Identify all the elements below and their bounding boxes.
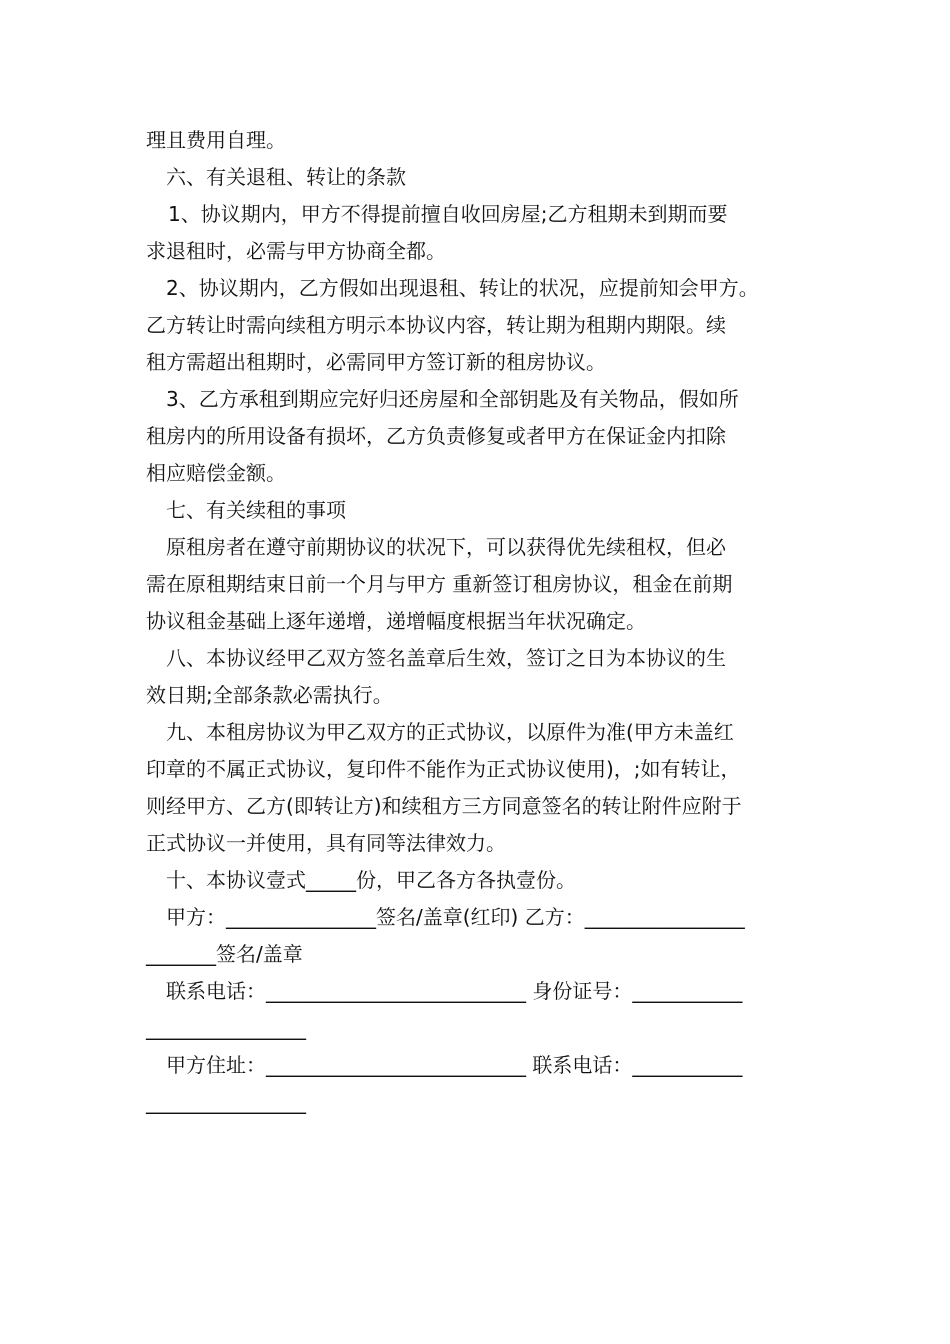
text-line: 则经甲方、乙方(即转让方)和续租方三方同意签名的转让附件应附于 bbox=[146, 794, 742, 818]
address-line: 甲方住址：__________________________ 联系电话：___________ bbox=[166, 1053, 743, 1077]
address-line: ________________ bbox=[146, 1090, 306, 1114]
text-line: 1、协议期内，甲方不得提前擅自收回房屋;乙方租期未到期而要 bbox=[168, 202, 728, 226]
text-line: 乙方转让时需向续租方明示本协议内容，转让期为租期内期限。续 bbox=[146, 313, 726, 337]
section-heading: 九、本租房协议为甲乙双方的正式协议，以原件为准(甲方未盖红 bbox=[166, 720, 734, 744]
text-line: 原租房者在遵守前期协议的状况下，可以获得优先续租权，但必 bbox=[166, 535, 726, 559]
contact-line: 联系电话：__________________________ 身份证号：___________ bbox=[166, 979, 743, 1003]
contract-text bbox=[146, 122, 826, 1121]
section-heading: 八、本协议经甲乙双方签名盖章后生效，签订之日为本协议的生 bbox=[166, 646, 726, 670]
text-line: 需在原租期结束日前一个月与甲方 重新签订租房协议，租金在前期 bbox=[146, 572, 733, 596]
text-line: 相应赔偿金额。 bbox=[146, 461, 286, 485]
section-heading: 七、有关续租的事项 bbox=[166, 498, 346, 522]
section-heading: 六、有关退租、转让的条款 bbox=[166, 165, 406, 189]
text-line: 3、乙方承租到期应完好归还房屋和全部钥匙及有关物品，假如所 bbox=[166, 387, 739, 411]
signature-line: _______签名/盖章 bbox=[146, 942, 303, 966]
text-line: 协议租金基础上逐年递增，递增幅度根据当年状况确定。 bbox=[146, 609, 646, 633]
text-line: 租房内的所用设备有损坏，乙方负责修复或者甲方在保证金内扣除 bbox=[146, 424, 726, 448]
text-line: 效日期;全部条款必需执行。 bbox=[146, 683, 393, 707]
text-line: 印章的不属正式协议，复印件不能作为正式协议使用)，;如有转让， bbox=[146, 757, 741, 781]
section-heading: 十、本协议壹式_____份，甲乙各方各执壹份。 bbox=[166, 868, 576, 892]
text-line: 2、协议期内，乙方假如出现退租、转让的状况，应提前知会甲方。 bbox=[166, 276, 759, 300]
text-line: 正式协议一并使用，具有同等法律效力。 bbox=[146, 831, 506, 855]
contact-line: ________________ bbox=[146, 1016, 306, 1040]
signature-line: 甲方：_______________签名/盖章(红印) 乙方：________________ bbox=[166, 905, 745, 929]
text-line: 求退租时，必需与甲方协商全都。 bbox=[146, 239, 446, 263]
text-line: 理且费用自理。 bbox=[146, 128, 286, 152]
text-line: 租方需超出租期时，必需同甲方签订新的租房协议。 bbox=[146, 350, 606, 374]
